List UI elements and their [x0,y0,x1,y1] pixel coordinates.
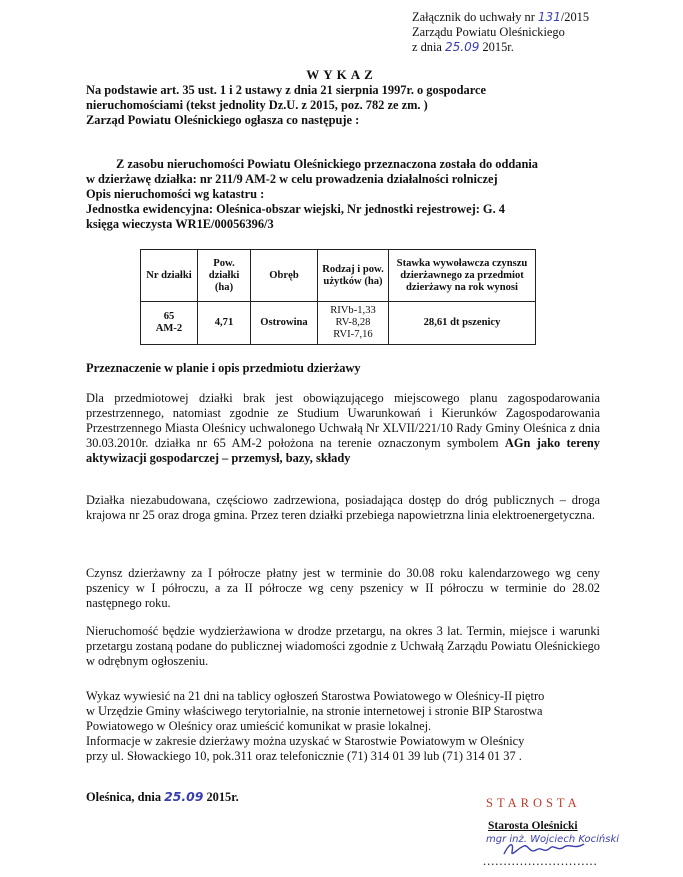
table-row [141,302,536,345]
plot-table [140,249,536,345]
handwritten-signoff-date: 25.09 [164,789,204,804]
stamp-name: mgr inż. Wojciech Kociński [486,834,620,845]
section-heading: Przeznaczenie w planie i opis przedmiotu dzierżawy [86,361,361,375]
signoff-date: Oleśnica, dnia 25.09 2015r. [86,789,239,804]
cell-pow: 4,71 [198,302,251,345]
paragraph-publication: Wykaz wywiesić na 21 dni na tablicy ogłoszeń Starostwa Powiatowego w Oleśnicy-II piętro w Urzędzie Gminy właściwego terytorialnie, na stronie internetowej i stronie BIP Starostwa Powiatowego w Oleśnicy oraz umieścić komunikat w prasie lokalnej. Informacje w zakresie dzierżawy można uzyskać w Starostwie Powiatowym w Oleśnicy przy ul. Słowackiego 10, pok.311 oraz telefonicznie (71) 314 01 39 lub (71) 314 01 37 . [86,689,545,763]
paragraph-rent: Czynsz dzierżawny za I półrocze płatny jest w terminie do 30.08 roku kalendarzowego wg ceny pszenicy w I półroczu, a za II półrocze wg ceny pszenicy w II półroczu w terminie do 28.02 następnego roku. [86,566,600,610]
paragraph-tender: Nieruchomość będzie wydzierżawiona w drodze przetargu, na okres 3 lat. Termin, miejsce i warunki przetargu zostaną podane do publicznej wiadomości zgodnie z Uchwałą Zarządu Powiatu Oleśnickiego w odrębnym ogłoszeniu. [86,624,600,668]
header-nr: Nr działki [141,250,198,302]
annex-line-3: z dnia 25.09 2015r. [412,40,514,54]
annex-line-2: Zarządu Powiatu Oleśnickiego [412,25,565,39]
header-pow: Pow. działki (ha) [198,250,251,302]
cell-obreb: Ostrowina [251,302,318,345]
property-description: Z zasobu nieruchomości Powiatu Oleśnickiego przeznaczona została do oddania w dzierżawę działka: nr 211/9 AM-2 w celu prowadzenia działalności rolniczej Opis nieruchomości wg katastru : Jednostka ewidencyjna: Oleśnica-obszar wiejski, Nr jednostki rejestrowej: G. 4 księga wieczysta WR1E/00056396/3 [86,157,538,231]
handwritten-date: 25.09 [445,40,480,54]
annex-line-1: Załącznik do uchwały nr 131/2015 [412,10,590,24]
cell-stawka: 28,61 dt pszenicy [389,302,536,345]
paragraph-plan: Dla przedmiotowej działki brak jest obowiązującego miejscowego planu zagospodarowania przestrzennego, natomiast zgodnie ze Studium Uwarunkowań i Kierunków Zagospodarowania Przestrzennego Miasta Oleśnicy uchwalonego Uchwałą Nr XLVII/221/10 Rady Gminy Oleśnica z dnia 30.03.2010r. działka nr 65 AM-2 położona na terenie oznaczonym symbolem AGn jako tereny aktywizacji gospodarczej – przemysł, bazy, składy [86,391,600,465]
starosta-stamp-title: STAROSTA [486,796,581,810]
annex-header [412,10,589,55]
paragraph-description: Działka niezabudowana, częściowo zadrzewiona, posiadająca dostęp do dróg publicznych – droga krajowa nr 25 oraz droga gmina. Przez teren działki przebiega napowietrzna linia elektroenergetyczna. [86,493,600,522]
legal-basis: Na podstawie art. 35 ust. 1 i 2 ustawy z dnia 21 sierpnia 1997r. o gospodarce nieruchomościami (tekst jednolity Dz.U. z 2015, poz. 782 ze zm. ) Zarząd Powiatu Oleśnickiego ogłasza co następuje : [86,83,486,127]
header-stawka: Stawka wywoławcza czynszu dzierżawnego za przedmiot dzierżawy na rok wynosi [389,250,536,302]
signature-line: ............................ [483,854,598,868]
handwritten-resolution-number: 131 [537,10,561,24]
header-obreb: Obręb [251,250,318,302]
table-header-row [141,250,536,302]
header-rodzaj: Rodzaj i pow. użytków (ha) [318,250,389,302]
cell-uzytki: RIVb-1,33 RV-8,28 RVI-7,16 [318,302,389,345]
stamp-office: Starosta Oleśnicki [488,820,578,832]
document-title: WYKAZ [306,67,377,82]
cell-nr: 65 AM-2 [141,302,198,345]
